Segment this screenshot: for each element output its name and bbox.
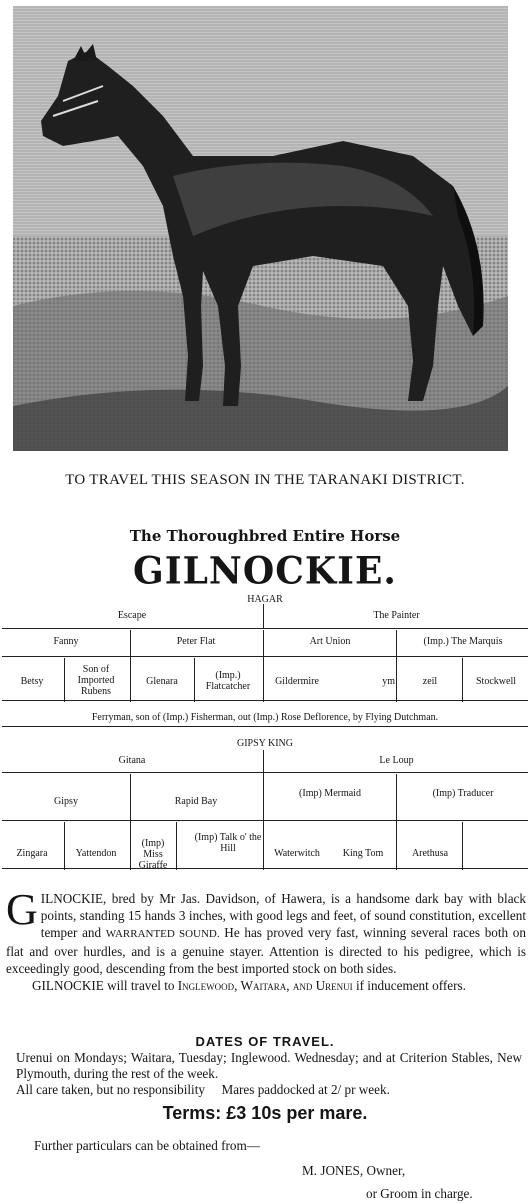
horse-name-title: GILNOCKIE. [133, 548, 397, 594]
horse-illustration [13, 6, 508, 451]
pedigree-cell: Le Loup [379, 755, 414, 766]
warranted-sound: WARRANTED SOUND. [105, 928, 220, 940]
terms: Terms: £3 10s per mare. [162, 1103, 368, 1123]
horse-subtitle: The Thoroughbred Entire Horse [129, 527, 401, 545]
travel-schedule: Urenui on Mondays; Waitara, Tuesday; Inglewood. Wednesday; and at Criterion Stables, New Plymouth, during the rest of the week. [16, 1050, 522, 1081]
pedigree-cell: Art Union [309, 636, 351, 647]
dates-of-travel-title: DATES OF TRAVEL. [195, 1034, 335, 1049]
sire-pedigree-table [0, 594, 530, 704]
pedigree-cell: Gildermire [275, 676, 319, 687]
pedigree-cell: Rapid Bay [174, 796, 218, 807]
dam-note: Ferryman, son of (Imp.) Fisherman, out (Imp.) Rose Deflorence, by Flying Dutchman. [91, 712, 439, 723]
groom-note: or Groom in charge. [366, 1186, 473, 1201]
pedigree-sire: HAGAR [247, 594, 283, 605]
travel-text-end: if inducement offers. [352, 978, 466, 993]
horse-description [6, 885, 526, 994]
care-note: All care taken, but no responsibility Mares paddocked at 2/ pr week. [16, 1082, 390, 1097]
pedigree-cell: Zingara [16, 848, 48, 859]
pedigree-dam: GIPSY KING [236, 738, 294, 749]
further-particulars: Further particulars can be obtained from— [34, 1138, 260, 1153]
travel-text: GILNOCKIE will travel to [32, 978, 178, 993]
pedigree-cell: (Imp.) The Marquis [423, 636, 503, 647]
dam-pedigree-table [0, 728, 530, 871]
pedigree-cell: zeil [422, 676, 438, 687]
horse-photograph [13, 6, 508, 451]
pedigree-cell: Gipsy [54, 796, 78, 807]
pedigree-cell: Stockwell [476, 676, 516, 687]
owner-name: M. JONES, Owner, [302, 1163, 406, 1178]
pedigree-cell: (Imp.) Flatcatcher [205, 670, 251, 692]
travel-heading: TO TRAVEL THIS SEASON IN THE TARANAKI DISTRICT. [65, 472, 465, 488]
description-text-cont: He has proved very fast, winning several races both on flat and over hurdles, and is a genuine stayer. Attention is directed to his pedigree, which is exceedingly good, descending from the best imported stock on both sides. [6, 925, 526, 976]
pedigree-cell: Peter Flat [176, 636, 216, 647]
pedigree-cell: Glenara [146, 676, 178, 687]
pedigree-cell: The Painter [373, 610, 420, 621]
drop-cap: G [6, 885, 38, 934]
pedigree-cell: (Imp) Mermaid [299, 788, 361, 799]
dates-of-travel-text [16, 1050, 522, 1098]
pedigree-cell: Gitana [118, 755, 146, 766]
travel-places: Inglewood, Waitara, and Urenui [177, 978, 353, 993]
pedigree-cell: Betsy [20, 676, 44, 687]
description-text: ILNOCKIE, bred by Mr Jas. Davidson, of Hawera, is a handsome dark bay with black points, standing 15 hands 3 inches, with good legs and feet, of sound constitution, excellent temper and [40, 891, 526, 940]
pedigree-cell: (Imp) Traducer [432, 788, 494, 799]
pedigree-cell: Fanny [53, 636, 79, 647]
pedigree-cell: King Tom [342, 848, 384, 859]
pedigree-cell: ym [382, 676, 395, 687]
pedigree-cell: Waterwitch [274, 848, 320, 859]
pedigree-cell: Escape [117, 610, 147, 621]
pedigree-cell: Arethusa [411, 848, 449, 859]
pedigree-cell: (Imp) Talk o' the Hill [194, 832, 262, 854]
pedigree-cell: Yattendon [75, 848, 117, 859]
pedigree-cell: (Imp) Miss Giraffe [138, 838, 168, 871]
pedigree-cell: Son of Imported Rubens [77, 664, 115, 697]
